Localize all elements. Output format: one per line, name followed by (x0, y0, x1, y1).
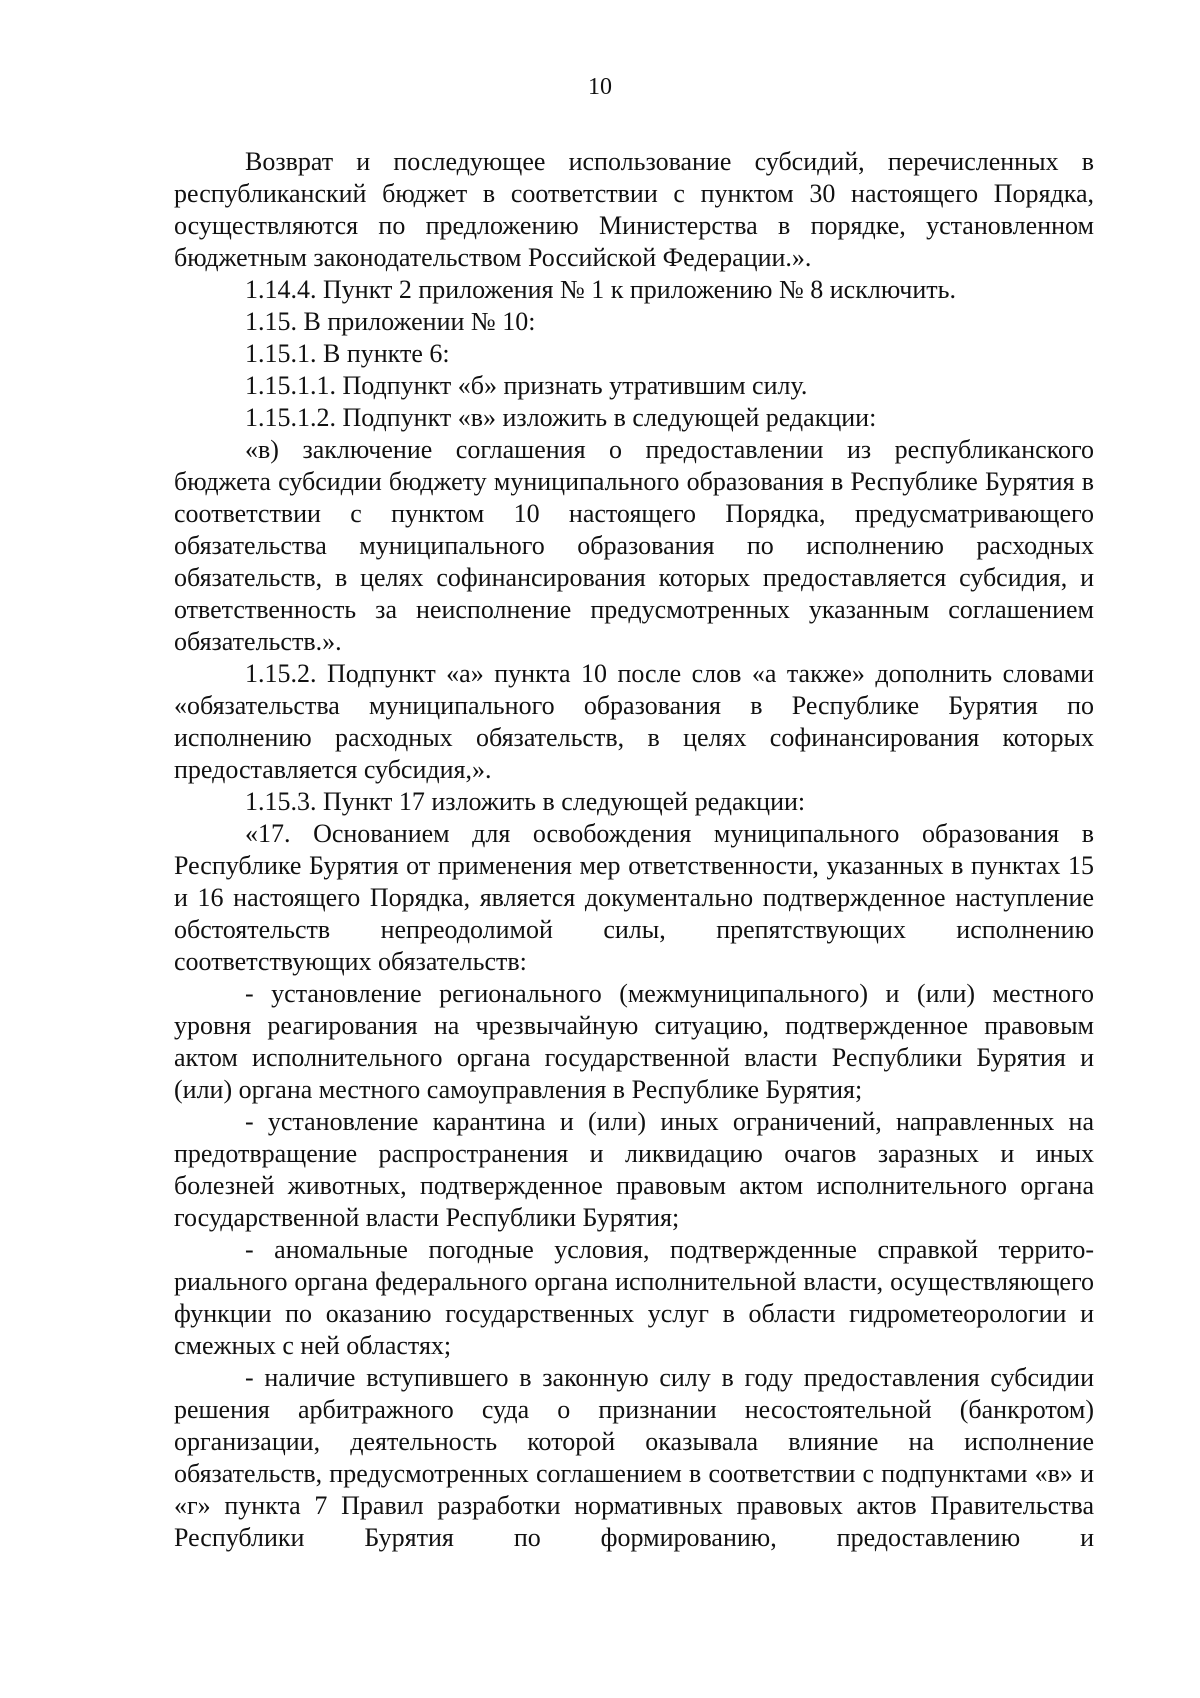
paragraph-1-15-1-1: 1.15.1.1. Подпункт «б» признать утратившим силу. (245, 371, 808, 400)
paragraph-subitem-v: «в) заключение соглашения о предоставлении из республиканского бюджета субсидии бюджету муниципального образования в Республике Бурятия в соответствии с пунктом 10 настоящего Порядка, предусматривающего обязательства муниципального образования по исполнению расходных обязательств, в целях софинансирования которых предоставляется субсидия, и ответственность за неисполнение предусмотренных указанным соглашением обязательств.». (174, 435, 1094, 656)
list-item-weather-conditions: - аномальные погодные условия, подтвержденные справкой территориального органа федерального органа исполнительной власти, осуществляющего функции по оказанию государственных услуг в области гидрометеорологии и смежных с ней областях; (174, 1235, 1094, 1360)
document-body (174, 146, 1094, 1554)
paragraph-1-15-1: 1.15.1. В пункте 6: (245, 339, 450, 368)
paragraph-1-14-4: 1.14.4. Пункт 2 приложения № 1 к приложению № 8 исключить. (245, 275, 956, 304)
list-item-bankruptcy: - наличие вступившего в законную силу в году предоставления субсидии решения арбитражного суда о признании несостоятельной (банкротом) организации, деятельность которой оказывала влияние на исполнение обязательств, предусмотренных соглашением в соответствии с подпунктами «в» и «г» пункта 7 Правил разработки нормативных правовых актов Правительства Республики Бурятия по формированию, предоставлению и (174, 1363, 1094, 1552)
paragraph-1-15: 1.15. В приложении № 10: (245, 307, 536, 336)
paragraph-1-15-3: 1.15.3. Пункт 17 изложить в следующей редакции: (245, 787, 806, 816)
list-item-emergency-response: - установление регионального (межмуниципального) и (или) местного уровня реагирования на чрезвычайную ситуацию, подтвержденное правовым актом исполнительного органа государственной власти Республики Бурятия и (или) органа местного самоуправления в Республике Бурятия; (174, 979, 1094, 1104)
paragraph-1-15-1-2: 1.15.1.2. Подпункт «в» изложить в следующей редакции: (245, 403, 877, 432)
paragraph-item-17: «17. Основанием для освобождения муниципального образования в Республике Бурятия от применения мер ответственности, указанных в пунктах 15 и 16 настоящего Порядка, является документально подтвержденное наступление обстоятельств непреодолимой силы, препятствующих исполнению соответствующих обязательств: (174, 819, 1094, 976)
list-item-quarantine: - установление карантина и (или) иных ограничений, направленных на предотвращение распространения и ликвидацию очагов заразных и иных болезней животных, подтвержденное правовым актом исполнительного органа государственной власти Республики Бурятия; (174, 1107, 1094, 1232)
paragraph-1-15-2: 1.15.2. Подпункт «а» пункта 10 после слов «а также» дополнить словами «обязательства муниципального образования в Республике Бурятия по исполнению расходных обязательств, в целях софинансирования которых предоставляется субсидия,». (174, 659, 1094, 784)
page-number: 10 (588, 74, 612, 100)
paragraph-refund-subsidies: Возврат и последующее использование субсидий, перечисленных в республиканский бюджет в соответствии с пунктом 30 настоящего Порядка, осуществляются по предложению Министерства в порядке, установленном бюджетным законодательством Российской Федерации.». (174, 147, 1094, 272)
